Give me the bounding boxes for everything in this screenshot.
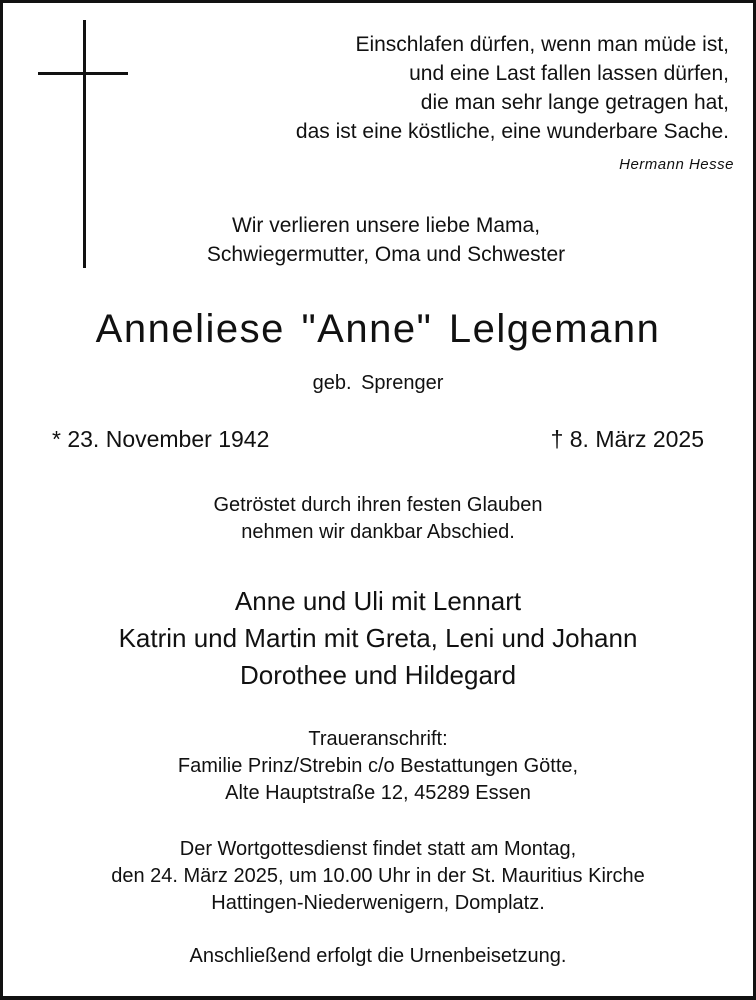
service-info xyxy=(0,836,756,917)
poem-line: Einschlafen dürfen, wenn man müde ist, xyxy=(355,33,729,56)
intro-line: Wir verlieren unsere liebe Mama, xyxy=(231,214,541,237)
intro-line: Schwiegermutter, Oma und Schwester xyxy=(206,243,566,266)
mourning-address xyxy=(0,726,756,807)
birth-date: * 23. November 1942 xyxy=(52,426,270,452)
intro-text xyxy=(8,211,756,269)
family-line: Katrin und Martin mit Greta, Leni und Johann xyxy=(118,623,638,653)
service-line: den 24. März 2025, um 10.00 Uhr in der St. Mauritius Kirche xyxy=(111,865,645,887)
faith-line: Getröstet durch ihren festen Glauben xyxy=(213,494,543,516)
address-line: Alte Hauptstraße 12, 45289 Essen xyxy=(225,782,531,804)
address-line: Familie Prinz/Strebin c/o Bestattungen Götte, xyxy=(177,755,579,777)
cross-icon-bar xyxy=(38,72,128,75)
address-label: Traueranschrift: xyxy=(308,728,448,750)
faith-line: nehmen wir dankbar Abschied. xyxy=(241,521,515,543)
birth-name: geb. Sprenger xyxy=(312,372,444,394)
service-line: Hattingen-Niederwenigern, Domplatz. xyxy=(211,892,545,914)
poem-line: und eine Last fallen lassen dürfen, xyxy=(409,62,729,85)
faith-text xyxy=(0,492,756,546)
family-line: Anne und Uli mit Lennart xyxy=(234,586,522,616)
poem-line: die man sehr lange getragen hat, xyxy=(420,91,729,114)
deceased-name: Anneliese "Anne" Lelgemann xyxy=(95,307,661,351)
poem-author: Hermann Hesse xyxy=(619,156,734,173)
burial-note: Anschließend erfolgt die Urnenbeisetzung. xyxy=(189,945,567,967)
service-line: Der Wortgottesdienst findet statt am Montag, xyxy=(179,838,577,860)
family-line: Dorothee und Hildegard xyxy=(239,660,517,690)
death-date: † 8. März 2025 xyxy=(550,426,704,452)
family-names xyxy=(0,583,756,694)
poem-quote xyxy=(169,30,729,146)
poem-line: das ist eine köstliche, eine wunderbare Sache. xyxy=(295,120,729,143)
